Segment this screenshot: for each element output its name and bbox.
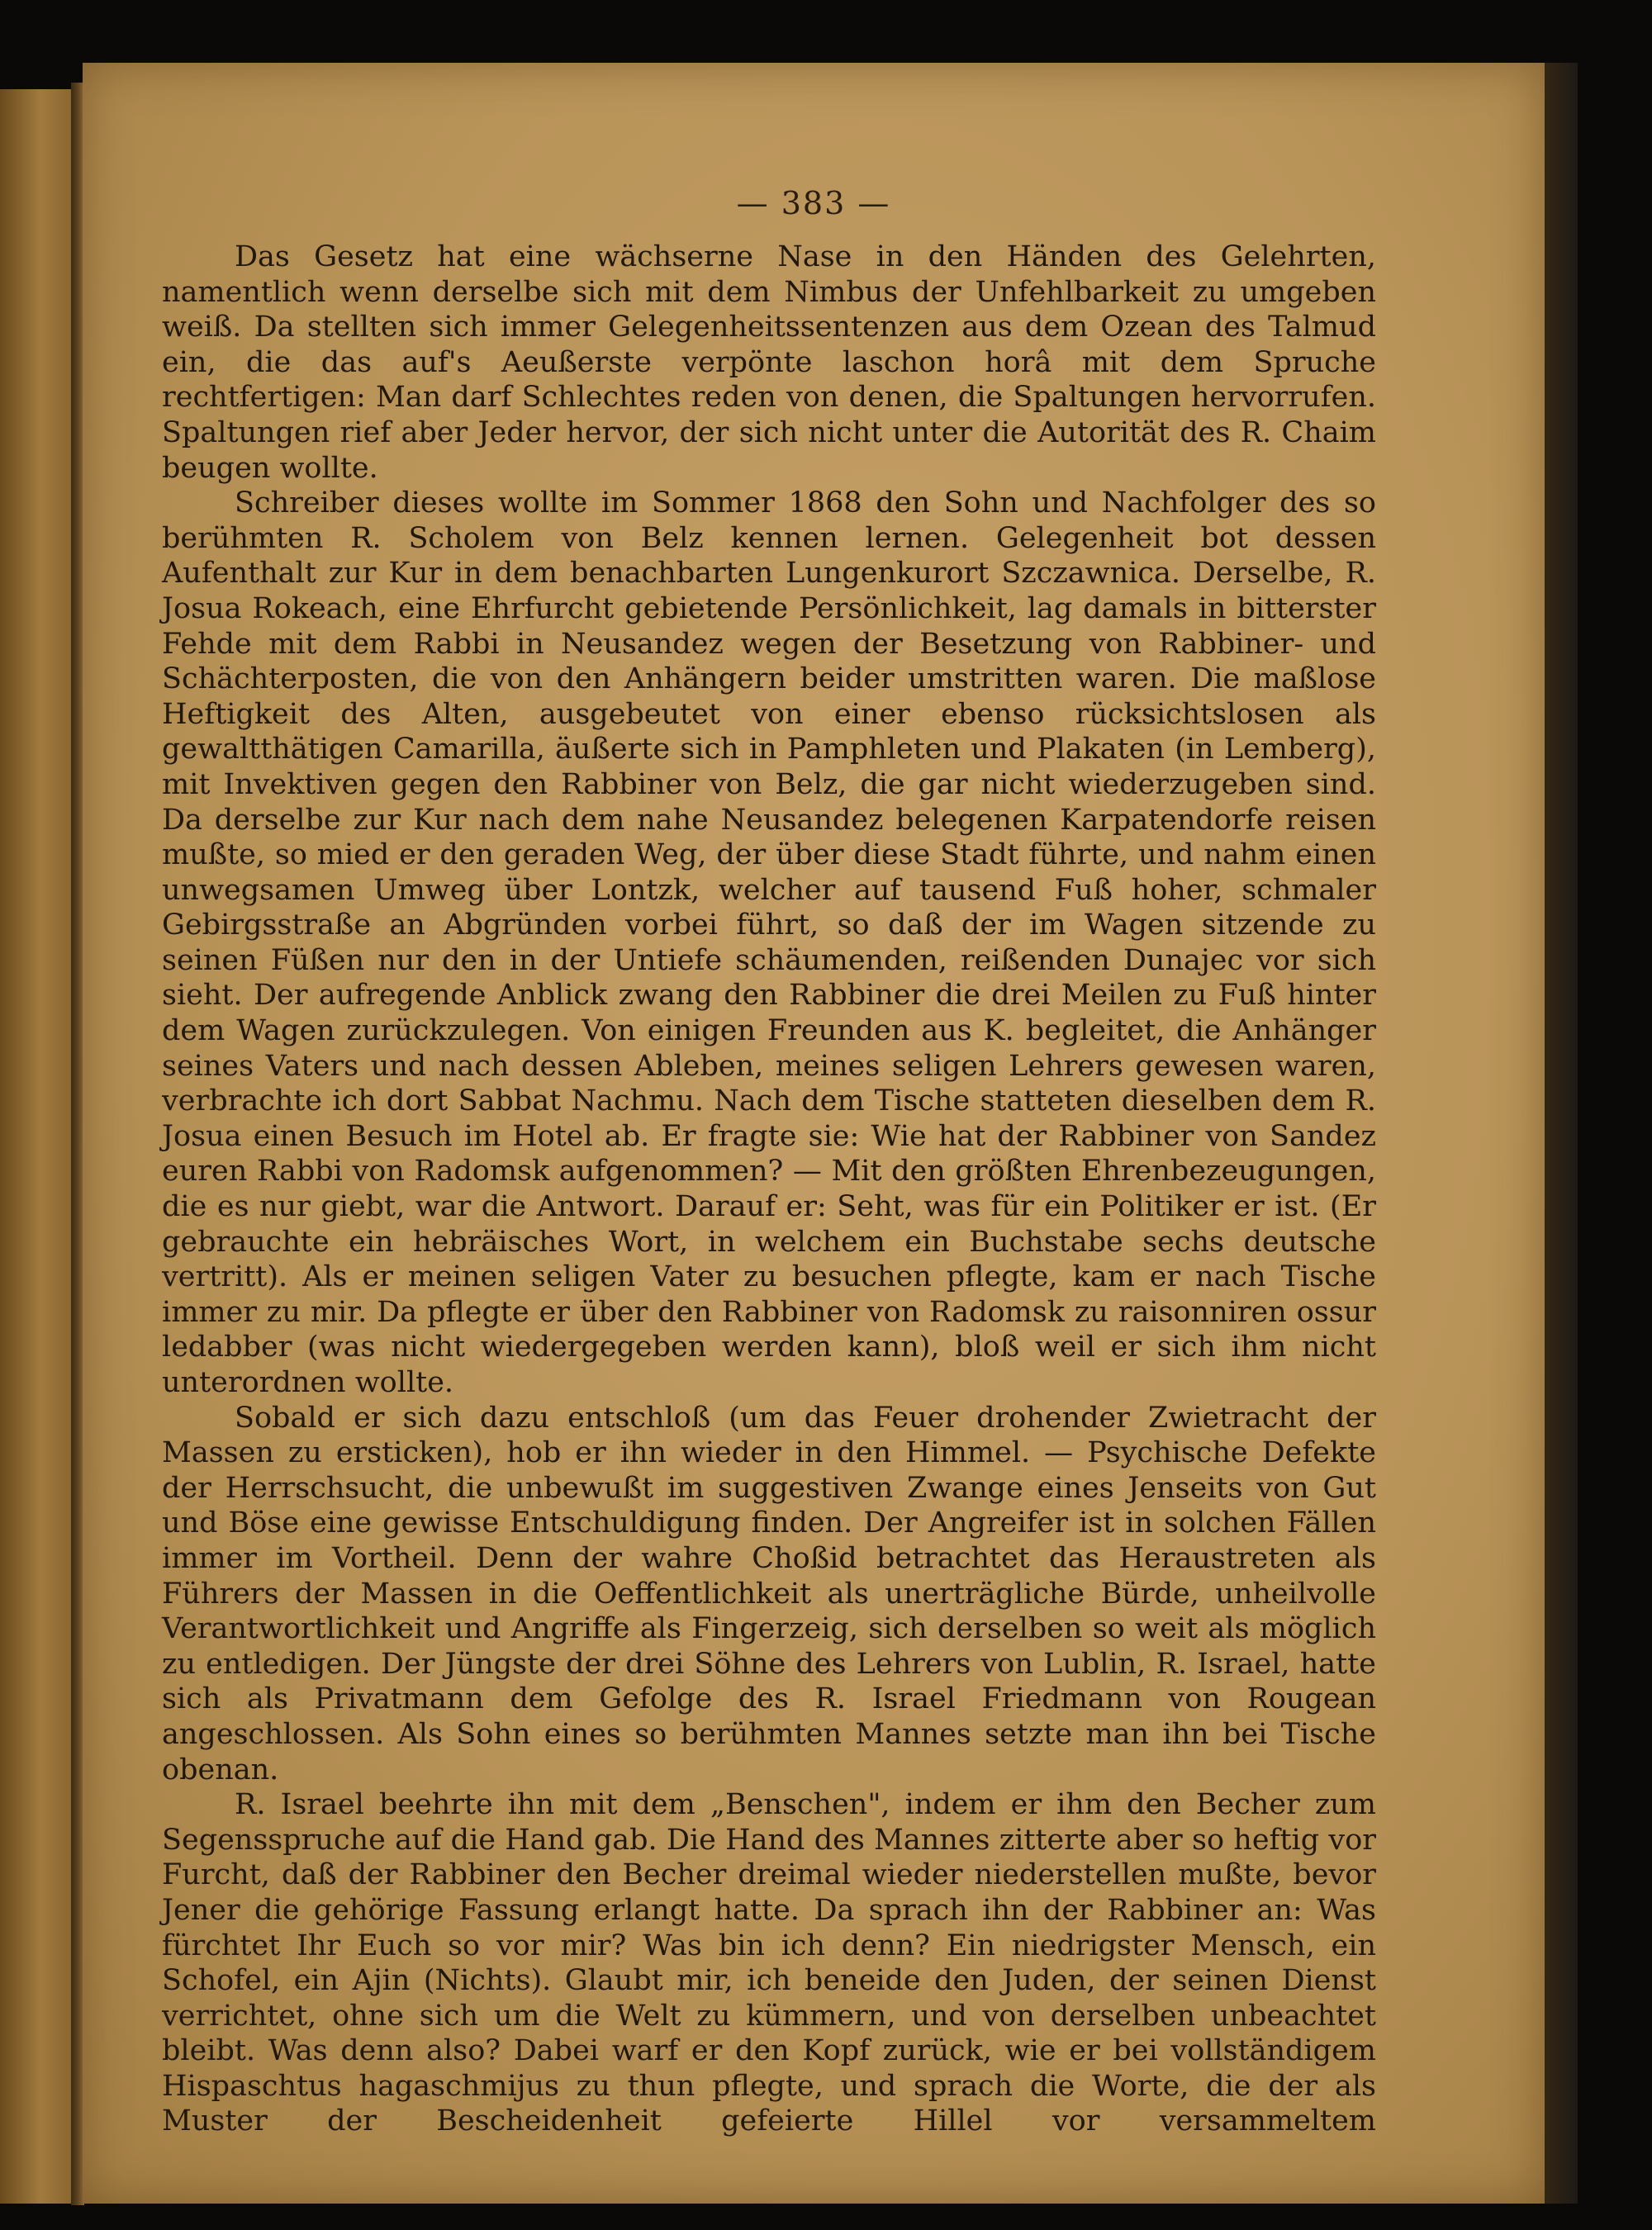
book-page	[83, 63, 1545, 2204]
paragraph: Sobald er sich dazu entschloß (um das Feuer drohender Zwietracht der Massen zu ersticken), hob er ihn wieder in den Himmel. — Psychische Defekte der Herrschsucht, die unbewußt im suggestiven Zwange eines Jenseits von Gut und Böse eine gewisse Entschuldigung finden. Der Angreifer ist in solchen Fällen immer im Vortheil. Denn der wahre Choßid betrachtet das Heraustreten als Führers der Massen in die Oeffentlichkeit als unerträgliche Bürde, unheilvolle Verantwortlichkeit und Angriffe als Fingerzeig, sich derselben so weit als möglich zu entledigen. Der Jüngste der drei Söhne des Lehrers von Lublin, R. Israel, hatte sich als Privatmann dem Gefolge des R. Israel Friedmann von Rougean angeschlossen. Als Sohn eines so berühmten Mannes setzte man ihn bei Tische obenan.	[162, 1401, 1376, 1786]
left-page-edge	[0, 89, 73, 2204]
paragraph: Schreiber dieses wollte im Sommer 1868 den Sohn und Nachfolger des so berühmten R. Scholem von Belz kennen lernen. Gelegenheit bot dessen Aufenthalt zur Kur in dem benachbarten Lungenkurort Szczawnica. Derselbe, R. Josua Rokeach, eine Ehrfurcht gebietende Persönlichkeit, lag damals in bitterster Fehde mit dem Rabbi in Neusandez wegen der Besetzung von Rabbiner- und Schächterposten, die von den Anhängern beider umstritten waren. Die maßlose Heftigkeit des Alten, ausgebeutet von einer ebenso rücksichtslosen als gewaltthätigen Camarilla, äußerte sich in Pamphleten und Plakaten (in Lemberg), mit Invektiven gegen den Rabbiner von Belz, die gar nicht wiederzugeben sind. Da derselbe zur Kur nach dem nahe Neusandez belegenen Karpatendorfe reisen mußte, so mied er den geraden Weg, der über diese Stadt führte, und nahm einen unwegsamen Umweg über Lontzk, welcher auf tausend Fuß hoher, schmaler Gebirgsstraße an Abgründen vorbei führt, so daß der im Wagen sitzende zu seinen Füßen nur den in der Untiefe schäumenden, reißenden Dunajec vor sich sieht. Der aufregende Anblick zwang den Rabbiner die drei Meilen zu Fuß hinter dem Wagen zurückzulegen. Von einigen Freunden aus K. begleitet, die Anhänger seines Vaters und nach dessen Ableben, meines seligen Lehrers gewesen waren, verbrachte ich dort Sabbat Nachmu. Nach dem Tische statteten dieselben dem R. Josua einen Besuch im Hotel ab. Er fragte sie: Wie hat der Rabbiner von Sandez euren Rabbi von Radomsk aufgenommen? — Mit den größten Ehrenbezeugungen, die es nur giebt, war die Antwort. Darauf er: Seht, was für ein Politiker er ist. (Er gebrauchte ein hebräisches Wort, in welchem ein Buchstabe sechs deutsche vertritt). Als er meinen seligen Vater zu besuchen pflegte, kam er nach Tische immer zu mir. Da pflegte er über den Rabbiner von Radomsk zu raisonniren ossur ledabber (was nicht wiedergegeben werden kann), bloß weil er sich ihm nicht unterordnen wollte.	[162, 486, 1376, 1399]
paragraph: R. Israel beehrte ihn mit dem „Benschen", indem er ihm den Becher zum Segensspruche auf die Hand gab. Die Hand des Mannes zitterte aber so heftig vor Furcht, daß der Rabbiner den Becher dreimal wieder niederstellen mußte, bevor Jener die gehörige Fassung erlangt hatte. Da sprach ihn der Rabbiner an: Was fürchtet Ihr Euch so vor mir? Was bin ich denn? Ein niedrigster Mensch, ein Schofel, ein Ajin (Nichts). Glaubt mir, ich beneide den Juden, der seinen Dienst verrichtet, ohne sich um die Welt zu kümmern, und von derselben unbeachtet bleibt. Was denn also? Dabei warf er den Kopf zurück, wie er bei vollständigem Hispaschtus hagaschmijus zu thun pflegte, und sprach die Worte, die der als Muster der Bescheidenheit gefeierte Hillel vor versammeltem	[162, 1788, 1376, 2138]
page-number: — 383 —	[736, 185, 891, 221]
paragraph: Das Gesetz hat eine wächserne Nase in den Händen des Gelehrten, namentlich wenn derselbe sich mit dem Nimbus der Unfehlbarkeit zu umgeben weiß. Da stellten sich immer Gelegenheitssentenzen aus dem Ozean des Talmud ein, die das auf's Aeußerste verpönte laschon horâ mit dem Spruche rechtfertigen: Man darf Schlechtes reden von denen, die Spaltungen hervorrufen. Spaltungen rief aber Jeder hervor, der sich nicht unter die Autorität des R. Chaim beugen wollte.	[162, 240, 1376, 485]
body-text	[162, 240, 1376, 2139]
